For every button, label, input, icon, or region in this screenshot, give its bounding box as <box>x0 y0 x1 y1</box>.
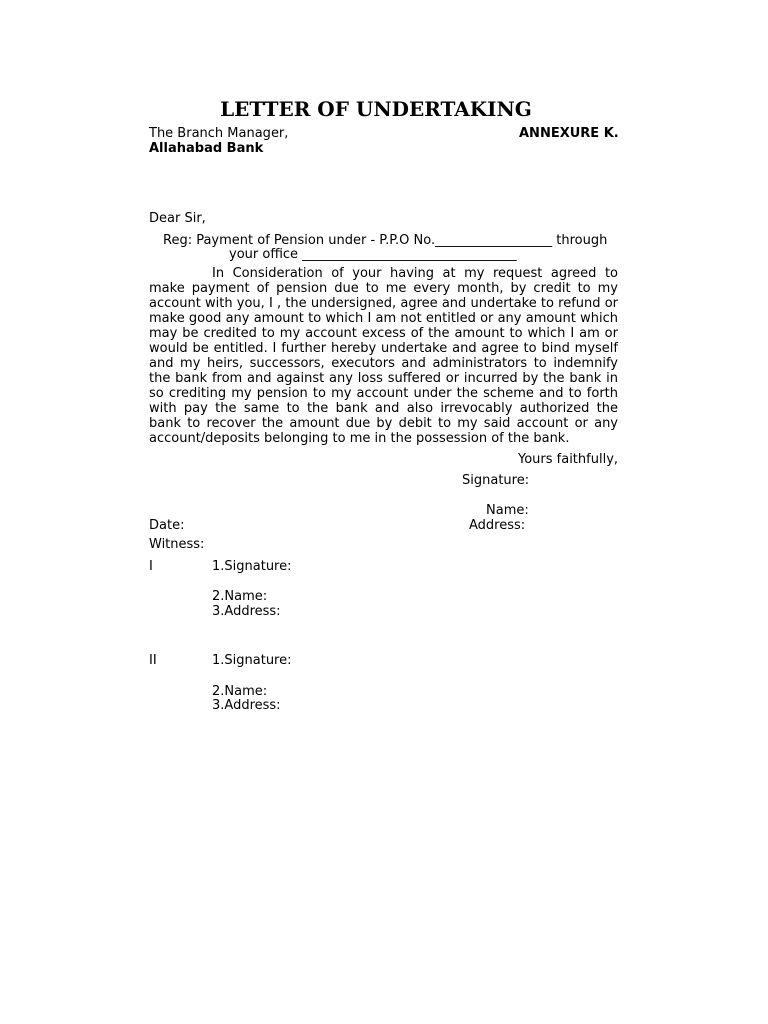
witness-2-signature-label: 1.Signature: <box>212 653 292 668</box>
signer-signature-label: Signature: <box>462 473 530 488</box>
witness-2-numeral: II <box>149 653 157 668</box>
witness-1-name-label: 2.Name: <box>212 589 268 604</box>
closing: Yours faithfully, <box>518 452 619 467</box>
annexure-label: ANNEXURE K. <box>519 126 619 141</box>
witness-label: Witness: <box>149 537 205 552</box>
subject-line-2: your office _________________________________ <box>229 247 517 262</box>
date-label: Date: <box>149 518 185 533</box>
recipient-bank-name: Allahabad Bank <box>149 141 264 156</box>
witness-2-address-label: 3.Address: <box>212 698 281 713</box>
witness-2-name-label: 2.Name: <box>212 684 268 699</box>
undertaking-body: In Consideration of your having at my request agreed to make payment of pension due to me every month, by credit to my account with you, I , the undersigned, agree and undertake to refund or make good any amount to which I am not entitled or any amount which may be credited to my account excess of the amount to which I am or would be entitled. I further hereby undertake and agree to bind myself and my heirs, successors, executors and administrators to indemnify the bank from and against any loss suffered or incurred by the bank in so crediting my pension to my account under the scheme and to forth with pay the same to the bank and also irrevocably authorized the bank to recover the amount due by debit to my said account or any account/deposits belonging to me in the possession of the bank. <box>149 266 618 446</box>
witness-1-numeral: I <box>149 559 153 574</box>
signer-address-label: Address: <box>469 518 526 533</box>
witness-1-signature-label: 1.Signature: <box>212 559 292 574</box>
witness-1-address-label: 3.Address: <box>212 604 281 619</box>
document-title: LETTER OF UNDERTAKING <box>220 97 532 121</box>
recipient-line-1: The Branch Manager, <box>149 126 289 141</box>
salutation: Dear Sir, <box>149 211 206 226</box>
signer-name-label: Name: <box>486 503 529 518</box>
subject-line-1: Reg: Payment of Pension under - P.P.O No.__________________ through <box>163 233 608 248</box>
